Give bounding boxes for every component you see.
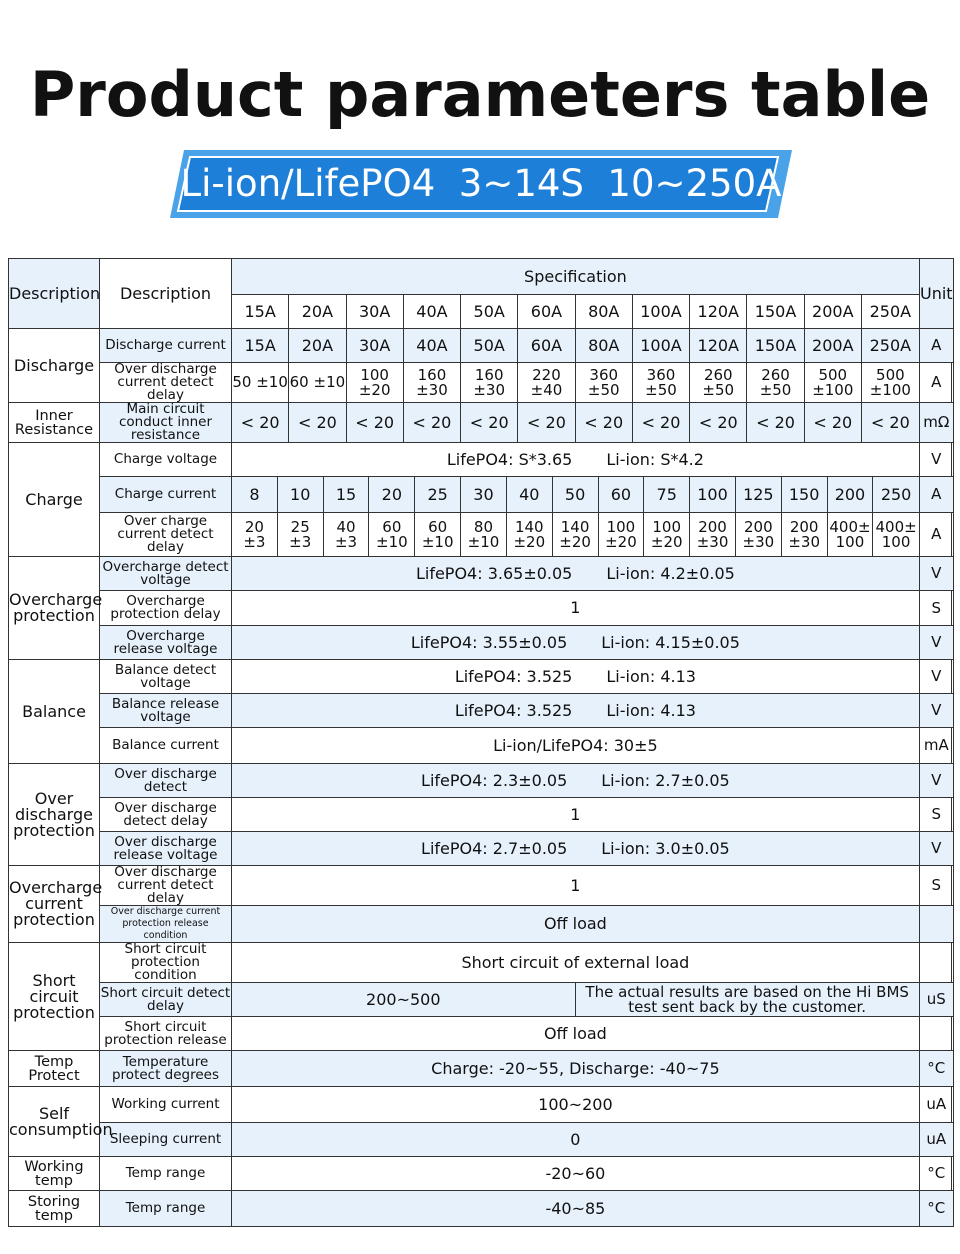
spec-value: 220 ±40 xyxy=(518,363,575,403)
spec-value: 500 ±100 xyxy=(804,363,861,403)
spec-value: 400± 100 xyxy=(827,513,873,557)
spec-value: 30A xyxy=(346,329,403,363)
unit-cell: V xyxy=(919,694,953,728)
spec-value: Off load xyxy=(232,906,920,943)
unit-cell: A xyxy=(919,363,953,403)
group-balance: Balance xyxy=(9,660,100,764)
spec-note: The actual results are based on the Hi BMS test sent back by the customer. xyxy=(575,983,919,1017)
spec-value: 400± 100 xyxy=(873,513,919,557)
li-ion-value: Li-ion: S*4.2 xyxy=(606,449,704,469)
spec-value: 8 xyxy=(232,477,278,513)
unit-cell: V xyxy=(919,626,953,660)
spec-value: 40 xyxy=(506,477,552,513)
spec-value: < 20 xyxy=(346,403,403,443)
spec-value xyxy=(232,694,920,728)
model-header: 30A xyxy=(346,295,403,329)
li-ion-value: Li-ion: 2.7±0.05 xyxy=(601,770,730,790)
row-label: Overcharge detect voltage xyxy=(100,557,232,591)
row-label: Main circuit conduct inner resistance xyxy=(100,403,232,443)
spec-value: 1 xyxy=(232,866,920,906)
spec-value: 125 xyxy=(735,477,781,513)
spec-value: 50A xyxy=(461,329,518,363)
row-label: Balance detect voltage xyxy=(100,660,232,694)
spec-value: 200 ±30 xyxy=(735,513,781,557)
unit-cell: A xyxy=(919,329,953,363)
spec-value: 150 xyxy=(781,477,827,513)
spec-value: 20 ±3 xyxy=(232,513,278,557)
spec-value: 500 ±100 xyxy=(861,363,919,403)
model-header: 40A xyxy=(403,295,460,329)
spec-value: 100 ±20 xyxy=(644,513,690,557)
spec-value: Charge: -20~55, Discharge: -40~75 xyxy=(232,1051,920,1087)
group-inner-resistance: Inner Resistance xyxy=(9,403,100,443)
group-storing-temp: Storing temp xyxy=(9,1191,100,1227)
spec-value: 25 ±3 xyxy=(277,513,323,557)
lifepo4-value: LifePO4: 3.55±0.05 xyxy=(410,632,568,652)
spec-value: 60 ±10 xyxy=(289,363,346,403)
spec-value: 150A xyxy=(747,329,804,363)
spec-value: 50 ±10 xyxy=(232,363,289,403)
spec-value: 60A xyxy=(518,329,575,363)
row-label: Temperature protect degrees xyxy=(100,1051,232,1087)
lifepo4-value: LifePO4: S*3.65 xyxy=(446,449,573,469)
unit-cell xyxy=(919,943,953,983)
lifepo4-value: LifePO4: 2.3±0.05 xyxy=(421,770,568,790)
row-label: Over charge current detect delay xyxy=(100,513,232,557)
lifepo4-value: LifePO4: 3.525 xyxy=(454,700,573,720)
row-label: Temp range xyxy=(100,1157,232,1191)
spec-value: 100A xyxy=(632,329,689,363)
li-ion-value: Li-ion: 4.15±0.05 xyxy=(601,632,740,652)
model-header: 250A xyxy=(861,295,919,329)
row-label: Balance release voltage xyxy=(100,694,232,728)
spec-value: < 20 xyxy=(518,403,575,443)
spec-value: 60 ±10 xyxy=(369,513,415,557)
spec-value: 200 ±30 xyxy=(690,513,736,557)
spec-value: 360 ±50 xyxy=(632,363,689,403)
spec-value: 1 xyxy=(232,591,920,626)
lifepo4-value: LifePO4: 3.65±0.05 xyxy=(415,563,573,583)
row-label: Short circuit protection condition xyxy=(100,943,232,983)
unit-cell: V xyxy=(919,557,953,591)
row-label: Short circuit detect delay xyxy=(100,983,232,1017)
spec-value: 250 xyxy=(873,477,919,513)
spec-value: < 20 xyxy=(403,403,460,443)
spec-value: 40A xyxy=(403,329,460,363)
spec-value: < 20 xyxy=(747,403,804,443)
spec-value: 200 ±30 xyxy=(781,513,827,557)
row-label: Over discharge current detect delay xyxy=(100,866,232,906)
row-label: Short circuit protection release xyxy=(100,1017,232,1051)
unit-cell: S xyxy=(919,866,953,906)
model-header: 15A xyxy=(232,295,289,329)
spec-value xyxy=(232,832,920,866)
spec-value: 100 xyxy=(690,477,736,513)
spec-value: -40~85 xyxy=(232,1191,920,1227)
group-temp-protect: Temp Protect xyxy=(9,1051,100,1087)
spec-value: < 20 xyxy=(575,403,632,443)
spec-value: 60 xyxy=(598,477,644,513)
group-overcurrent: Overcharge current protection xyxy=(9,866,100,943)
spec-value: < 20 xyxy=(632,403,689,443)
spec-value: 200 xyxy=(827,477,873,513)
spec-banner xyxy=(170,150,792,218)
spec-value: 160 ±30 xyxy=(461,363,518,403)
header-description: Description xyxy=(9,259,100,329)
spec-value: 15 xyxy=(323,477,369,513)
spec-value: Off load xyxy=(232,1017,920,1051)
model-header: 50A xyxy=(461,295,518,329)
model-header: 150A xyxy=(747,295,804,329)
spec-value: 20 xyxy=(369,477,415,513)
spec-value xyxy=(232,660,920,694)
unit-cell: A xyxy=(919,513,953,557)
spec-value: 25 xyxy=(415,477,461,513)
row-label: Over discharge current protection release condition xyxy=(100,906,232,943)
spec-value: 360 ±50 xyxy=(575,363,632,403)
group-short-circuit: Short circuit protection xyxy=(9,943,100,1051)
spec-value: 200~500 xyxy=(232,983,576,1017)
parameters-table xyxy=(8,258,953,1224)
row-label: Overcharge protection delay xyxy=(100,591,232,626)
spec-value: 260 ±50 xyxy=(690,363,747,403)
spec-value: Li-ion/LifePO4: 30±5 xyxy=(232,728,920,764)
spec-value xyxy=(232,557,920,591)
spec-value: 100 ±20 xyxy=(598,513,644,557)
spec-value xyxy=(232,626,920,660)
unit-cell: mΩ xyxy=(919,403,953,443)
spec-value: 75 xyxy=(644,477,690,513)
spec-value: 140 ±20 xyxy=(552,513,598,557)
model-header: 100A xyxy=(632,295,689,329)
spec-value: 0 xyxy=(232,1123,920,1157)
unit-cell: A xyxy=(919,477,953,513)
spec-value xyxy=(232,443,920,477)
header-specification: Specification xyxy=(232,259,920,295)
lifepo4-value: LifePO4: 2.7±0.05 xyxy=(421,838,568,858)
row-label: Balance current xyxy=(100,728,232,764)
unit-cell: S xyxy=(919,591,953,626)
row-label: Over discharge current detect delay xyxy=(100,363,232,403)
spec-value: 40 ±3 xyxy=(323,513,369,557)
row-label: Discharge current xyxy=(100,329,232,363)
spec-value: 20A xyxy=(289,329,346,363)
row-label: Charge current xyxy=(100,477,232,513)
spec-value: 140 ±20 xyxy=(506,513,552,557)
row-label: Working current xyxy=(100,1087,232,1123)
model-header: 200A xyxy=(804,295,861,329)
page-title: Product parameters table xyxy=(29,58,931,131)
unit-cell: °C xyxy=(919,1051,953,1087)
li-ion-value: Li-ion: 4.2±0.05 xyxy=(606,563,735,583)
header-description-2: Description xyxy=(100,259,232,329)
unit-cell: °C xyxy=(919,1191,953,1227)
unit-cell: V xyxy=(919,443,953,477)
spec-value: 260 ±50 xyxy=(747,363,804,403)
spec-value xyxy=(232,764,920,798)
row-label: Sleeping current xyxy=(100,1123,232,1157)
spec-value: 15A xyxy=(232,329,289,363)
unit-cell: S xyxy=(919,798,953,832)
spec-value: < 20 xyxy=(461,403,518,443)
group-working-temp: Working temp xyxy=(9,1157,100,1191)
spec-value: < 20 xyxy=(232,403,289,443)
spec-value: 80A xyxy=(575,329,632,363)
spec-value: < 20 xyxy=(804,403,861,443)
row-label: Over discharge detect delay xyxy=(100,798,232,832)
spec-value: 250A xyxy=(861,329,919,363)
spec-value: 60 ±10 xyxy=(415,513,461,557)
unit-cell: uA xyxy=(919,1123,953,1157)
banner-text: Li-ion/LifePO4 3~14S 10~250A xyxy=(180,162,782,205)
spec-value: 80 ±10 xyxy=(461,513,507,557)
spec-value: 200A xyxy=(804,329,861,363)
row-label: Overcharge release voltage xyxy=(100,626,232,660)
spec-value: 1 xyxy=(232,798,920,832)
header-unit: Unit xyxy=(919,259,953,329)
spec-value: 160 ±30 xyxy=(403,363,460,403)
unit-cell: V xyxy=(919,764,953,798)
unit-cell: uA xyxy=(919,1087,953,1123)
group-charge: Charge xyxy=(9,443,100,557)
spec-value: < 20 xyxy=(861,403,919,443)
spec-value: 30 xyxy=(461,477,507,513)
unit-cell: °C xyxy=(919,1157,953,1191)
model-header: 60A xyxy=(518,295,575,329)
spec-value: Short circuit of external load xyxy=(232,943,920,983)
spec-value: 100~200 xyxy=(232,1087,920,1123)
unit-cell xyxy=(919,1017,953,1051)
spec-value: < 20 xyxy=(289,403,346,443)
li-ion-value: Li-ion: 4.13 xyxy=(606,666,696,686)
li-ion-value: Li-ion: 4.13 xyxy=(606,700,696,720)
model-header: 20A xyxy=(289,295,346,329)
unit-cell: V xyxy=(919,660,953,694)
row-label: Over discharge release voltage xyxy=(100,832,232,866)
model-header: 120A xyxy=(690,295,747,329)
spec-value: -20~60 xyxy=(232,1157,920,1191)
group-overdischarge: Over discharge protection xyxy=(9,764,100,866)
spec-value: < 20 xyxy=(690,403,747,443)
unit-cell xyxy=(919,906,953,943)
unit-cell: mA xyxy=(919,728,953,764)
spec-value: 50 xyxy=(552,477,598,513)
row-label: Over discharge detect xyxy=(100,764,232,798)
group-overcharge: Overcharge protection xyxy=(9,557,100,660)
unit-cell: V xyxy=(919,832,953,866)
li-ion-value: Li-ion: 3.0±0.05 xyxy=(601,838,730,858)
spec-value: 10 xyxy=(277,477,323,513)
model-header: 80A xyxy=(575,295,632,329)
lifepo4-value: LifePO4: 3.525 xyxy=(454,666,573,686)
unit-cell: uS xyxy=(919,983,953,1017)
row-label: Charge voltage xyxy=(100,443,232,477)
row-label: Temp range xyxy=(100,1191,232,1227)
spec-value: 120A xyxy=(690,329,747,363)
spec-value: 100 ±20 xyxy=(346,363,403,403)
group-discharge: Discharge xyxy=(9,329,100,403)
group-self-consumption: Self consumption xyxy=(9,1087,100,1157)
